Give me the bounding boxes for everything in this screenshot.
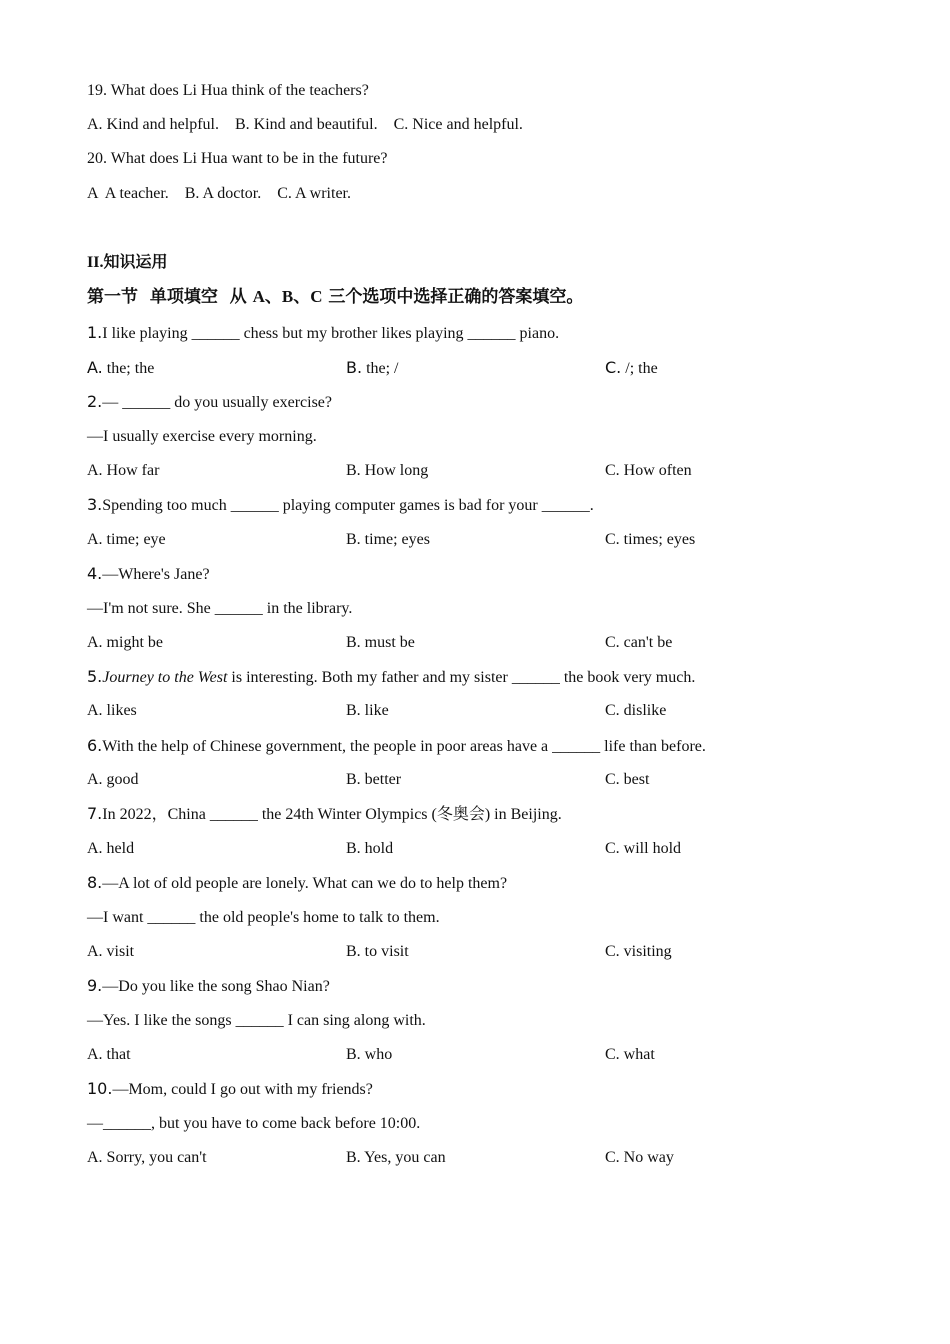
question-9-option-b: B. who — [346, 1046, 393, 1063]
question-8-option-a: A. visit — [87, 943, 135, 960]
question-2-dialogue: —I usually exercise every morning. — [87, 428, 317, 445]
question-10-option-a: A. Sorry, you can't — [87, 1149, 207, 1166]
question-19-stem: 19. What does Li Hua think of the teachers? — [87, 82, 369, 99]
question-5-option-c: C. dislike — [605, 702, 667, 719]
subsection-heading: 第一节 单项填空 从 A、B、C 三个选项中选择正确的答案填空。 — [87, 287, 584, 307]
question-9-stem: 9.—Do you like the song Shao Nian? — [87, 976, 330, 995]
question-19-options: A. Kind and helpful. B. Kind and beautiful. C. Nice and helpful. — [87, 116, 523, 133]
question-2-option-c: C. How often — [605, 462, 692, 479]
question-1-option-a: A. the; the — [87, 358, 155, 377]
question-8-option-b: B. to visit — [346, 943, 409, 960]
question-1-option-c: C. /; the — [605, 358, 658, 377]
part-title: 知识运用 — [103, 252, 168, 271]
question-9-option-c: C. what — [605, 1046, 655, 1063]
question-8-option-c: C. visiting — [605, 943, 672, 960]
question-20-stem: 20. What does Li Hua want to be in the future? — [87, 150, 388, 167]
question-2-option-a: A. How far — [87, 462, 160, 479]
question-7-option-b: B. hold — [346, 840, 394, 857]
question-5-option-a: A. likes — [87, 702, 137, 719]
question-5-option-b: B. like — [346, 702, 389, 719]
question-7-option-a: A. held — [87, 840, 135, 857]
question-4-dialogue: —I'm not sure. She ______ in the library. — [87, 600, 353, 617]
question-4-stem: 4.—Where's Jane? — [87, 564, 210, 583]
question-5-stem: 5.Journey to the West is interesting. Both my father and my sister ______ the book very much. — [87, 667, 696, 686]
question-4-option-c: C. can't be — [605, 634, 673, 651]
question-3-stem: 3.Spending too much ______ playing computer games is bad for your ______. — [87, 495, 594, 514]
question-6-option-c: C. best — [605, 771, 650, 788]
question-6-stem: 6.With the help of Chinese government, the people in poor areas have a ______ life than before. — [87, 736, 706, 755]
question-2-option-b: B. How long — [346, 462, 429, 479]
question-4-option-a: A. might be — [87, 634, 163, 651]
question-20-options: A A teacher. B. A doctor. C. A writer. — [87, 185, 351, 202]
question-10-dialogue: —______, but you have to come back before 10:00. — [87, 1115, 421, 1132]
question-7-stem: 7.In 2022，China ______ the 24th Winter Olympics (冬奥会) in Beijing. — [87, 804, 562, 823]
question-10-stem: 10.—Mom, could I go out with my friends? — [87, 1079, 373, 1098]
question-3-option-c: C. times; eyes — [605, 531, 696, 548]
question-8-dialogue: —I want ______ the old people's home to talk to them. — [87, 909, 440, 926]
question-8-stem: 8.—A lot of old people are lonely. What can we do to help them? — [87, 873, 508, 892]
question-1-option-b: B. the; / — [346, 358, 399, 377]
question-7-option-c: C. will hold — [605, 840, 682, 857]
book-title: Journey to the West — [102, 669, 228, 686]
question-6-option-b: B. better — [346, 771, 402, 788]
part-heading — [87, 252, 167, 273]
question-10-option-c: C. No way — [605, 1149, 674, 1166]
question-3-option-a: A. time; eye — [87, 531, 166, 548]
question-9-option-a: A. that — [87, 1046, 131, 1063]
question-4-option-b: B. must be — [346, 634, 415, 651]
question-6-option-a: A. good — [87, 771, 139, 788]
part-number: II. — [87, 254, 104, 271]
question-2-stem: 2.— ______ do you usually exercise? — [87, 392, 332, 411]
question-9-dialogue: —Yes. I like the songs ______ I can sing along with. — [87, 1012, 426, 1029]
question-1-stem: 1.I like playing ______ chess but my brother likes playing ______ piano. — [87, 323, 560, 342]
question-3-option-b: B. time; eyes — [346, 531, 430, 548]
question-10-option-b: B. Yes, you can — [346, 1149, 446, 1166]
